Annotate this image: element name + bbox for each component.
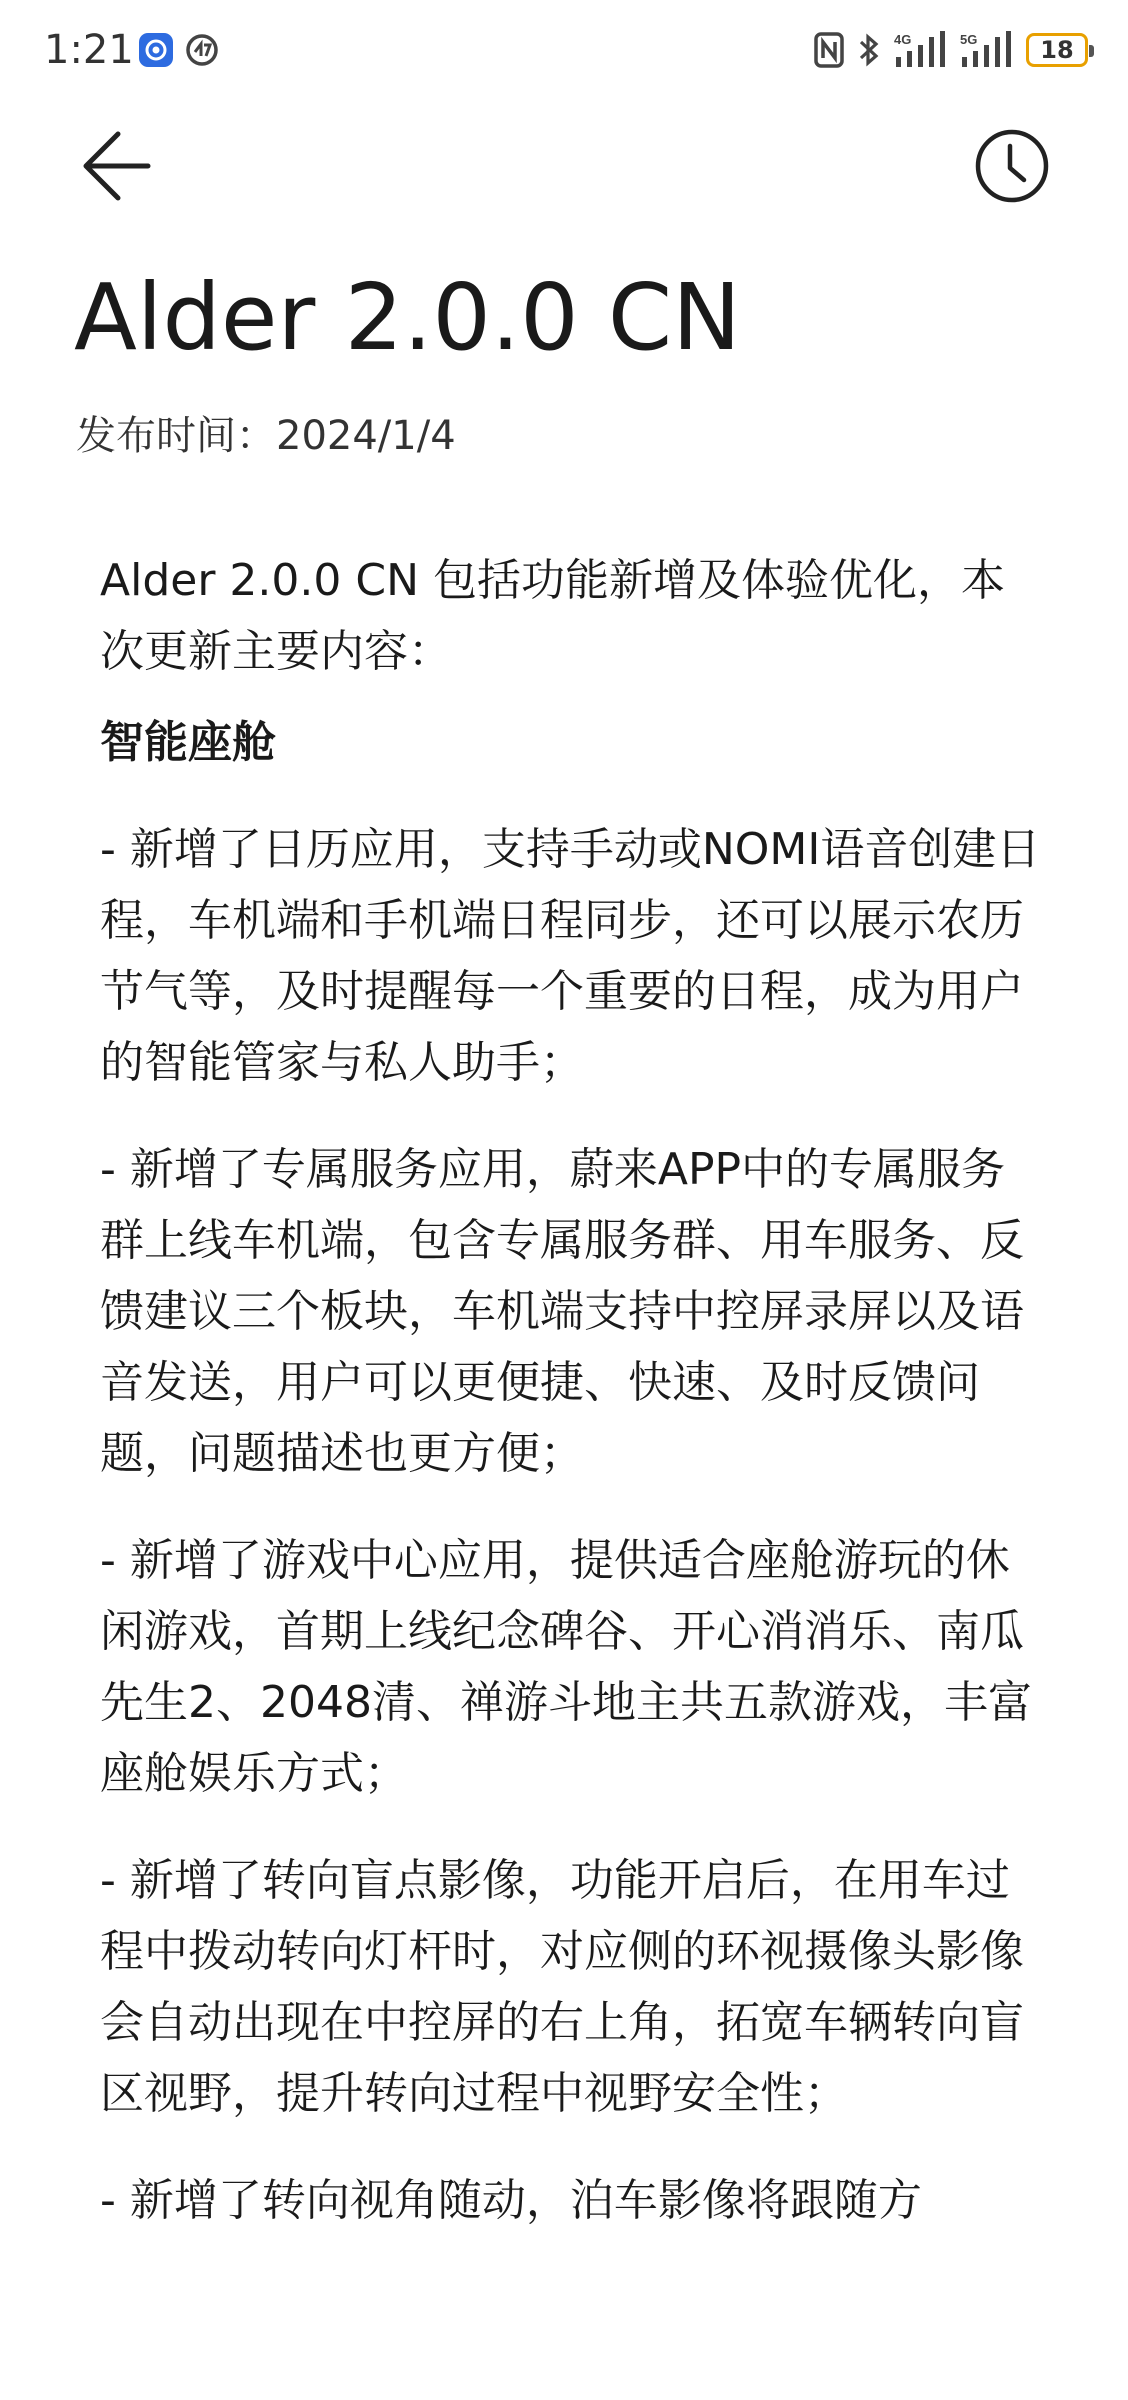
release-date: 发布时间：2024/1/4 — [76, 413, 456, 459]
feature-item: - 新增了日历应用，支持手动或NOMI语音创建日程，车机端和手机端日程同步，还可以展示农历节气等，及时提醒每一个重要的日程，成为用户的智能管家与私人助手； — [100, 824, 1041, 1088]
page-title: Alder 2.0.0 CN — [74, 264, 741, 371]
nfc-icon — [814, 32, 844, 68]
back-button[interactable] — [76, 124, 160, 208]
network-5g-label: 5G — [960, 32, 978, 47]
status-bar — [0, 0, 1128, 100]
status-indicators — [814, 26, 1088, 74]
feature-item: - 新增了游戏中心应用，提供适合座舱游玩的休闲游戏，首期上线纪念碑谷、开心消消乐、南瓜先生2、2048清、禅游斗地主共五款游戏，丰富座舱娱乐方式； — [100, 1535, 1032, 1799]
arrow-left-icon — [76, 124, 160, 208]
clock-icon — [972, 126, 1052, 206]
bluetooth-icon — [858, 32, 880, 68]
battery-indicator — [1026, 33, 1088, 67]
sync-icon — [184, 32, 220, 68]
feature-item: - 新增了转向盲点影像，功能开启后，在用车过程中拨动转向灯杆时，对应侧的环视摄像头影像会自动出现在中控屏的右上角，拓宽车辆转向盲区视野，提升转向过程中视野安全性； — [100, 1855, 1024, 2119]
section-title: 智能座舱 — [100, 717, 276, 768]
release-notes-content — [100, 545, 1048, 2272]
history-button[interactable] — [972, 126, 1052, 206]
signal-5g-icon — [960, 31, 1012, 69]
signal-4g-icon — [894, 31, 946, 69]
network-4g-label: 4G — [894, 32, 912, 47]
status-time: 1:21 — [44, 27, 134, 73]
feature-item: - 新增了专属服务应用，蔚来APP中的专属服务群上线车机端，包含专属服务群、用车服务、反馈建议三个板块，车机端支持中控屏录屏以及语音发送，用户可以更便捷、快速、及时反馈问题，问题描述也更方便； — [100, 1144, 1024, 1479]
battery-level: 18 — [1040, 36, 1074, 64]
feature-item: - 新增了转向视角随动，泊车影像将跟随方 — [100, 2175, 922, 2226]
intro-paragraph: Alder 2.0.0 CN 包括功能新增及体验优化，本次更新主要内容： — [100, 555, 1005, 677]
app-notification-icon — [138, 32, 174, 68]
